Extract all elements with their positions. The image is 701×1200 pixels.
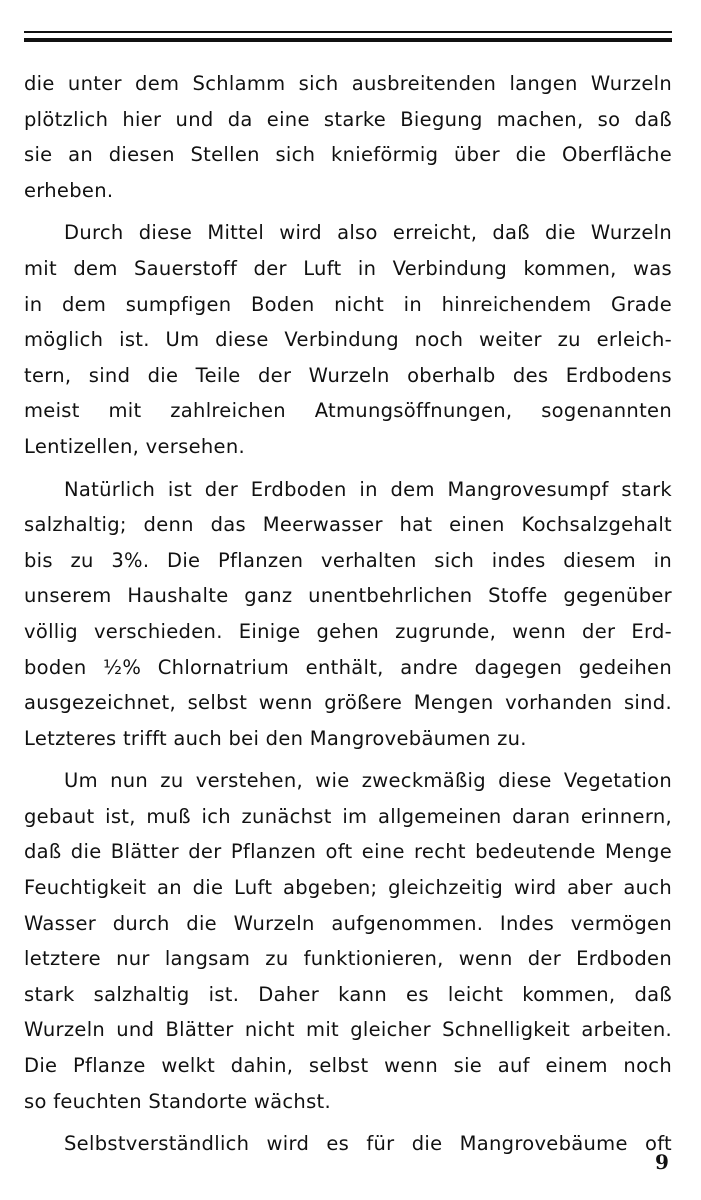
text-line: so feuchten Standorte wächst. [24,1089,331,1113]
text-line: Um nun zu verstehen, wie zweckmäßig diese Vegetation [64,769,672,793]
text-line: sie an diesen Stellen sich knieförmig über die Oberfläche [24,143,672,167]
text-line: Die Pflanze welkt dahin, selbst wenn sie auf einem noch [24,1054,672,1078]
text-line: Selbstverständlich wird es für die Mangrovebäume oft [64,1132,672,1156]
text-line: Natürlich ist der Erdboden in dem Mangrovesumpf stark [64,477,672,501]
text-line: völlig verschieden. Einige gehen zugrunde, wenn der Erd- [24,619,672,643]
text-line: plötzlich hier und da eine starke Biegung machen, so daß [24,107,672,131]
text-line: Feuchtigkeit an die Luft abgeben; gleichzeitig wird aber auch [24,876,672,900]
text-line: erheben. [24,178,114,202]
text-line: daß die Blätter der Pflanzen oft eine recht bedeutende Menge [24,840,672,864]
text-line: möglich ist. Um diese Verbindung noch weiter zu erleich- [24,328,672,352]
text-line: bis zu 3%. Die Pflanzen verhalten sich indes diesem in [24,548,672,572]
text-line: Lentizellen, versehen. [24,434,245,458]
text-line: boden ½% Chlornatrium enthält, andre dagegen gedeihen [24,655,672,679]
text-line: ausgezeichnet, selbst wenn größere Mengen vorhanden sind. [24,691,672,715]
text-line: letztere nur langsam zu funktionieren, wenn der Erdboden [24,947,672,971]
header-rule-thick [24,38,672,42]
text-line: die unter dem Schlamm sich ausbreitenden langen Wurzeln [24,72,672,95]
text-line: meist mit zahlreichen Atmungsöffnungen, sogenannten [24,399,672,423]
text-line: in dem sumpfigen Boden nicht in hinreichendem Grade [24,292,672,316]
text-line: unserem Haushalte ganz unentbehrlichen Stoffe gegenüber [24,584,672,608]
text-line: stark salzhaltig ist. Daher kann es leicht kommen, daß [24,982,672,1006]
text-line: Wurzeln und Blätter nicht mit gleicher Schnelligkeit arbeiten. [24,1018,672,1042]
text-line: tern, sind die Teile der Wurzeln oberhalb des Erdbodens [24,363,672,387]
page-number: 9 [655,1150,669,1174]
text-line: Letzteres trifft auch bei den Mangrovebäumen zu. [24,726,527,750]
header-rule-thin [24,31,672,33]
text-line: Durch diese Mittel wird also erreicht, daß die Wurzeln [64,221,672,245]
body-text [24,66,672,1162]
text-line: mit dem Sauerstoff der Luft in Verbindung kommen, was [24,256,672,280]
text-line: gebaut ist, muß ich zunächst im allgemeinen daran erinnern, [24,804,672,828]
text-line: salzhaltig; denn das Meerwasser hat einen Kochsalzgehalt [24,513,672,537]
text-line: Wasser durch die Wurzeln aufgenommen. Indes vermögen [24,911,672,935]
